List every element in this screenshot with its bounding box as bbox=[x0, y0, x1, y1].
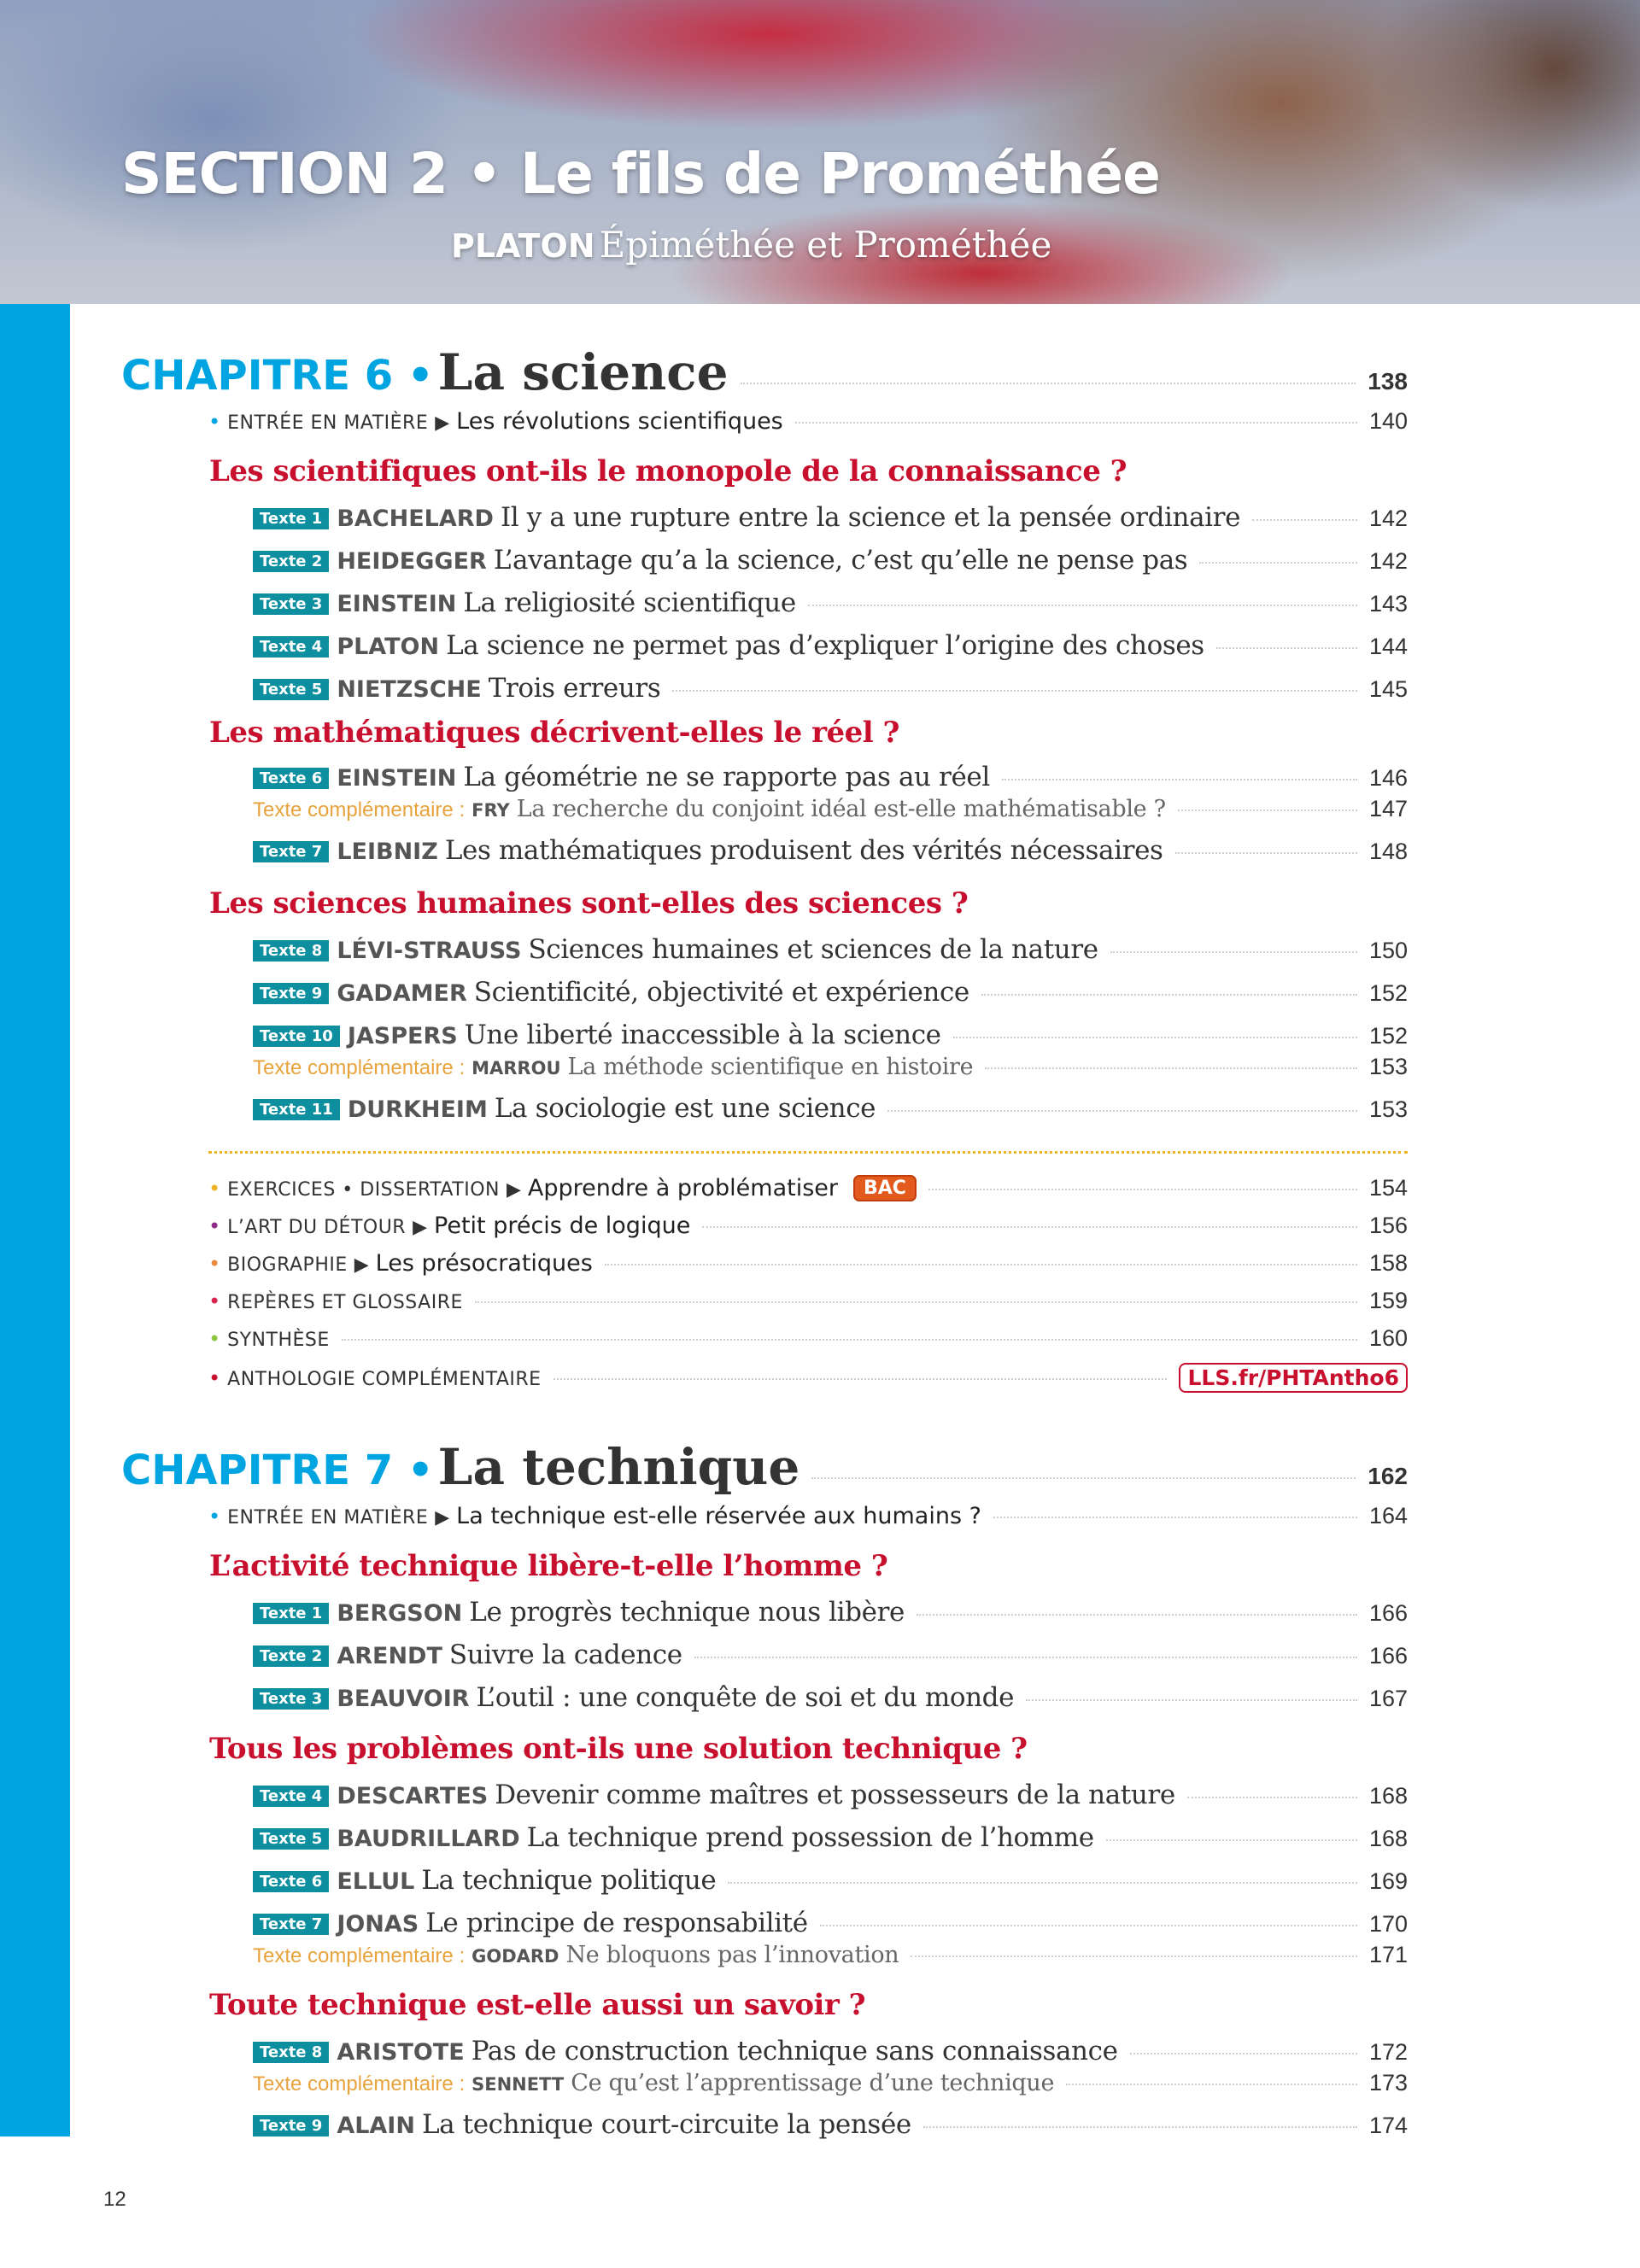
text-title: La technique court-circuite la pensée bbox=[421, 2109, 911, 2140]
chapter-6-heading[interactable] bbox=[121, 343, 1408, 403]
section-subtitle bbox=[451, 224, 1051, 266]
extra-label: SYNTHÈSE bbox=[227, 1330, 330, 1351]
page-number: 173 bbox=[1368, 2070, 1408, 2096]
bullet-icon: • bbox=[208, 1214, 221, 1238]
entry-title: Les révolutions scientifiques bbox=[456, 408, 783, 435]
toc-text-entry[interactable] bbox=[253, 835, 1408, 869]
text-title: Le principe de responsabilité bbox=[425, 1908, 808, 1938]
question-heading: Les mathématiques décrivent-elles le réel ? bbox=[209, 716, 899, 750]
text-author: GADAMER bbox=[337, 980, 467, 1007]
complement-author: SENNETT bbox=[472, 2074, 565, 2095]
bac-badge: BAC bbox=[853, 1175, 917, 1201]
text-badge: Texte 5 bbox=[253, 1828, 329, 1850]
text-badge: Texte 3 bbox=[253, 593, 329, 615]
complement-author: FRY bbox=[472, 800, 510, 821]
text-title: Le progrès technique nous libère bbox=[469, 1597, 905, 1628]
text-title: Suivre la cadence bbox=[448, 1640, 682, 1670]
section-title: SECTION 2 • Le fils de Prométhée bbox=[121, 141, 1160, 207]
text-title: La technique prend possession de l’homme bbox=[526, 1822, 1094, 1853]
entry-title: La technique est-elle réservée aux humains ? bbox=[456, 1503, 981, 1529]
extra-label: BIOGRAPHIE bbox=[227, 1254, 348, 1276]
text-title: La géométrie ne se rapporte pas au réel bbox=[463, 762, 990, 792]
text-badge: Texte 9 bbox=[253, 983, 329, 1004]
page-number: 162 bbox=[1368, 1463, 1408, 1489]
toc-text-entry[interactable] bbox=[253, 630, 1408, 664]
text-title: Les mathématiques produisent des vérités nécessaires bbox=[444, 835, 1163, 866]
question-heading: Les sciences humaines sont-elles des sciences ? bbox=[209, 886, 969, 921]
text-badge: Texte 7 bbox=[253, 1914, 329, 1935]
toc-text-entry[interactable] bbox=[253, 545, 1408, 579]
extra-title: Les présocratiques bbox=[375, 1250, 593, 1277]
toc-complement-entry[interactable] bbox=[253, 796, 1408, 825]
text-author: HEIDEGGER bbox=[337, 548, 487, 575]
arrow-icon: ▶ bbox=[354, 1254, 369, 1276]
text-badge: Texte 8 bbox=[253, 2042, 329, 2063]
page-number: 169 bbox=[1368, 1868, 1408, 1894]
page-number: 168 bbox=[1368, 1783, 1408, 1809]
page-number: 143 bbox=[1368, 591, 1408, 617]
text-author: DESCARTES bbox=[337, 1783, 489, 1809]
text-badge: Texte 11 bbox=[253, 1099, 340, 1120]
arrow-icon: ▶ bbox=[506, 1179, 521, 1201]
page-number: 166 bbox=[1368, 1600, 1408, 1626]
complement-label: Texte complémentaire : bbox=[253, 2072, 466, 2096]
text-badge: Texte 7 bbox=[253, 841, 329, 862]
arrow-icon: ▶ bbox=[435, 412, 450, 434]
text-title: L’outil : une conquête de soi et du monde bbox=[476, 1682, 1015, 1713]
extra-synthese[interactable] bbox=[208, 1325, 1408, 1359]
text-author: ARENDT bbox=[337, 1643, 442, 1669]
toc-text-entry[interactable] bbox=[253, 1020, 1408, 1054]
complement-title: Ne bloquons pas l’innovation bbox=[565, 1942, 899, 1968]
text-author: LÉVI-STRAUSS bbox=[337, 938, 522, 964]
extra-label: REPÈRES ET GLOSSAIRE bbox=[227, 1292, 463, 1313]
page-number: 145 bbox=[1368, 676, 1408, 702]
question-heading: Tous les problèmes ont-ils une solution technique ? bbox=[209, 1732, 1028, 1766]
complement-title: La méthode scientifique en histoire bbox=[567, 1054, 974, 1080]
page-number: 142 bbox=[1368, 506, 1408, 531]
complement-label: Texte complémentaire : bbox=[253, 798, 466, 821]
page-number: 168 bbox=[1368, 1826, 1408, 1851]
text-author: BERGSON bbox=[337, 1600, 463, 1627]
text-title: Une liberté inaccessible à la science bbox=[464, 1020, 941, 1050]
toc-text-entry[interactable] bbox=[253, 762, 1408, 796]
toc-text-entry[interactable] bbox=[253, 673, 1408, 707]
page-number: 146 bbox=[1368, 765, 1408, 791]
dotted-separator bbox=[208, 1151, 1408, 1154]
page-number: 160 bbox=[1368, 1325, 1408, 1351]
bullet-icon: • bbox=[208, 1289, 221, 1313]
extra-label: ANTHOLOGIE COMPLÉMENTAIRE bbox=[227, 1369, 542, 1390]
toc-text-entry[interactable] bbox=[253, 1908, 1408, 1942]
text-author: BEAUVOIR bbox=[337, 1686, 470, 1712]
page-number: 156 bbox=[1368, 1213, 1408, 1238]
toc-complement-entry[interactable] bbox=[253, 1054, 1408, 1083]
page-number: 166 bbox=[1368, 1643, 1408, 1669]
text-author: EINSTEIN bbox=[337, 591, 457, 617]
page-number: 172 bbox=[1368, 2039, 1408, 2065]
page-number: 174 bbox=[1368, 2113, 1408, 2138]
text-badge: Texte 6 bbox=[253, 1871, 329, 1892]
toc-text-entry[interactable] bbox=[253, 2109, 1408, 2143]
arrow-icon: ▶ bbox=[413, 1217, 428, 1238]
page-number: 153 bbox=[1368, 1096, 1408, 1122]
text-title: La science ne permet pas d’expliquer l’origine des choses bbox=[446, 630, 1204, 661]
entry-label: ENTRÉE EN MATIÈRE bbox=[227, 412, 429, 434]
page-number: 148 bbox=[1368, 839, 1408, 864]
anthology-link[interactable]: LLS.fr/PHTAntho6 bbox=[1179, 1363, 1408, 1393]
toc-text-entry[interactable] bbox=[253, 977, 1408, 1011]
bullet-icon: • bbox=[208, 1252, 221, 1276]
page-number: 158 bbox=[1368, 1250, 1408, 1276]
toc-text-entry[interactable] bbox=[253, 502, 1408, 536]
page-number: 153 bbox=[1368, 1054, 1408, 1079]
bullet-icon: • bbox=[208, 1505, 221, 1529]
extra-title: Apprendre à problématiser bbox=[527, 1175, 838, 1201]
section-banner bbox=[0, 0, 1640, 304]
text-badge: Texte 4 bbox=[253, 1786, 329, 1807]
extra-anthologie[interactable] bbox=[208, 1363, 1408, 1397]
text-author: LEIBNIZ bbox=[337, 839, 438, 865]
bullet-icon: • bbox=[208, 410, 221, 434]
bullet-icon: • bbox=[208, 1177, 221, 1201]
page-folio: 12 bbox=[103, 2188, 126, 2211]
text-author: NIETZSCHE bbox=[337, 676, 482, 703]
text-badge: Texte 3 bbox=[253, 1688, 329, 1710]
text-badge: Texte 1 bbox=[253, 1603, 329, 1624]
extra-biographie[interactable] bbox=[208, 1250, 1408, 1284]
toc-text-entry[interactable] bbox=[253, 1093, 1408, 1127]
extra-label: L’ART DU DÉTOUR bbox=[227, 1217, 407, 1238]
text-badge: Texte 8 bbox=[253, 940, 329, 962]
text-badge: Texte 2 bbox=[253, 551, 329, 572]
text-author: ARISTOTE bbox=[337, 2039, 465, 2066]
arrow-icon: ▶ bbox=[435, 1507, 450, 1529]
extra-label: EXERCICES • DISSERTATION bbox=[227, 1179, 500, 1201]
question-heading: L’activité technique libère-t-elle l’homme ? bbox=[209, 1549, 888, 1583]
page-number: 167 bbox=[1368, 1686, 1408, 1711]
page-number: 142 bbox=[1368, 548, 1408, 574]
page-number: 152 bbox=[1368, 1023, 1408, 1049]
question-heading: Toute technique est-elle aussi un savoir ? bbox=[209, 1988, 866, 2022]
page-number: 171 bbox=[1368, 1942, 1408, 1967]
text-title: Pas de construction technique sans connaissance bbox=[471, 2036, 1118, 2066]
complement-title: La recherche du conjoint idéal est-elle mathématisable ? bbox=[516, 796, 1166, 822]
toc-complement-entry[interactable] bbox=[253, 2070, 1408, 2099]
text-author: ELLUL bbox=[337, 1868, 415, 1895]
text-badge: Texte 5 bbox=[253, 679, 329, 700]
toc-text-entry[interactable] bbox=[253, 1682, 1408, 1716]
chapter-7-heading[interactable] bbox=[121, 1438, 1408, 1498]
text-author: BACHELARD bbox=[337, 506, 494, 532]
text-author: JONAS bbox=[337, 1911, 419, 1938]
side-accent-bar bbox=[0, 304, 70, 2136]
question-heading: Les scientifiques ont-ils le monopole de la connaissance ? bbox=[209, 454, 1128, 488]
text-title: Scientificité, objectivité et expérience bbox=[473, 977, 969, 1008]
text-author: BAUDRILLARD bbox=[337, 1826, 520, 1852]
toc-text-entry[interactable] bbox=[253, 587, 1408, 622]
page-number: 164 bbox=[1368, 1503, 1408, 1529]
page-number: 140 bbox=[1368, 408, 1408, 434]
text-badge: Texte 10 bbox=[253, 1026, 340, 1047]
text-author: JASPERS bbox=[347, 1023, 458, 1049]
toc-text-entry[interactable] bbox=[253, 934, 1408, 968]
text-badge: Texte 6 bbox=[253, 768, 329, 789]
toc-text-entry[interactable] bbox=[253, 1597, 1408, 1631]
page-number: 138 bbox=[1368, 368, 1408, 395]
page-number: 150 bbox=[1368, 938, 1408, 963]
toc-complement-entry[interactable] bbox=[253, 1942, 1408, 1971]
text-title: La technique politique bbox=[421, 1865, 717, 1896]
text-author: DURKHEIM bbox=[347, 1096, 488, 1123]
text-title: Devenir comme maîtres et possesseurs de la nature bbox=[495, 1780, 1175, 1810]
section-work: Épiméthée et Prométhée bbox=[599, 224, 1052, 266]
complement-label: Texte complémentaire : bbox=[253, 1056, 466, 1079]
text-author: ALAIN bbox=[337, 2113, 415, 2139]
page-number: 147 bbox=[1368, 796, 1408, 821]
text-author: EINSTEIN bbox=[337, 765, 457, 792]
complement-title: Ce qu’est l’apprentissage d’une technique bbox=[571, 2070, 1055, 2096]
text-badge: Texte 9 bbox=[253, 2115, 329, 2136]
chapter-title: La science bbox=[437, 343, 729, 401]
text-title: La sociologie est une science bbox=[494, 1093, 876, 1124]
text-author: PLATON bbox=[337, 634, 440, 660]
toc-text-entry[interactable] bbox=[253, 1780, 1408, 1814]
extra-reperes[interactable] bbox=[208, 1288, 1408, 1322]
text-title: Trois erreurs bbox=[488, 673, 661, 704]
toc-text-entry[interactable] bbox=[253, 1865, 1408, 1899]
page-number: 144 bbox=[1368, 634, 1408, 659]
entry-label: ENTRÉE EN MATIÈRE bbox=[227, 1507, 429, 1529]
page-number: 159 bbox=[1368, 1288, 1408, 1313]
toc-text-entry[interactable] bbox=[253, 1640, 1408, 1674]
text-title: Il y a une rupture entre la science et la pensée ordinaire bbox=[500, 502, 1241, 533]
complement-label: Texte complémentaire : bbox=[253, 1944, 466, 1967]
section-author: PLATON bbox=[451, 227, 595, 265]
page-number: 154 bbox=[1368, 1175, 1408, 1201]
complement-author: MARROU bbox=[472, 1058, 561, 1078]
entry-en-matiere[interactable] bbox=[208, 1503, 1408, 1537]
toc-text-entry[interactable] bbox=[253, 1822, 1408, 1856]
chapter-title: La technique bbox=[437, 1438, 800, 1496]
page-number: 152 bbox=[1368, 980, 1408, 1006]
entry-en-matiere[interactable] bbox=[208, 408, 1408, 442]
text-title: L’avantage qu’a la science, c’est qu’elle ne pense pas bbox=[493, 545, 1188, 576]
text-title: La religiosité scientifique bbox=[463, 587, 796, 618]
chapter-label: CHAPITRE 6 • bbox=[121, 352, 434, 400]
text-badge: Texte 4 bbox=[253, 636, 329, 658]
extra-exercices[interactable] bbox=[208, 1175, 1408, 1209]
bullet-icon: • bbox=[208, 1327, 221, 1351]
toc-text-entry[interactable] bbox=[253, 2036, 1408, 2070]
extra-art-du-detour[interactable] bbox=[208, 1213, 1408, 1247]
text-title: Sciences humaines et sciences de la nature bbox=[528, 934, 1098, 965]
complement-author: GODARD bbox=[472, 1946, 559, 1967]
text-badge: Texte 1 bbox=[253, 508, 329, 529]
page-number: 170 bbox=[1368, 1911, 1408, 1937]
text-badge: Texte 2 bbox=[253, 1645, 329, 1667]
chapter-label: CHAPITRE 7 • bbox=[121, 1447, 434, 1494]
bullet-icon: • bbox=[208, 1366, 221, 1390]
extra-title: Petit précis de logique bbox=[434, 1213, 691, 1239]
